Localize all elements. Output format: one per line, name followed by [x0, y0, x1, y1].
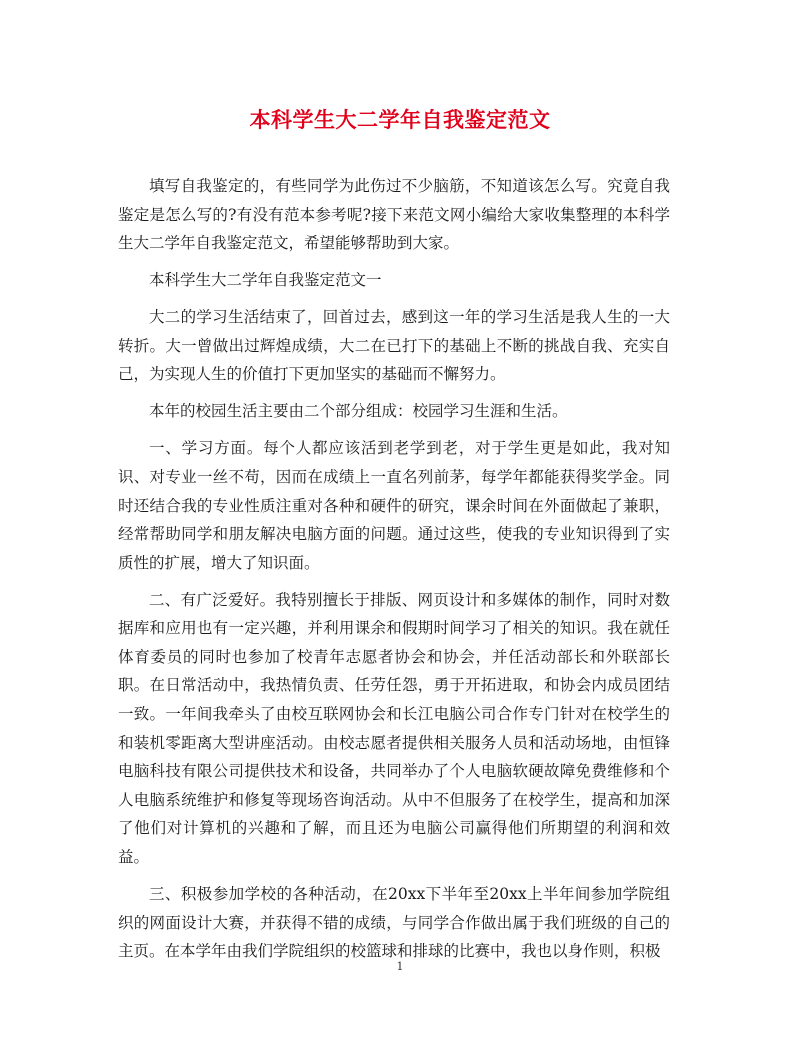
document-body: [118, 172, 670, 974]
page-number: 1: [396, 960, 404, 973]
paragraph-summary: 大二的学习生活结束了，回首过去，感到这一年的学习生活是我人生的一大转折。大一曾做出过辉煌成绩，大二在已打下的基础上不断的挑战自我、充实自己，为实现人生的价值打下更加坚实的基础而不懈努力。: [118, 308, 670, 384]
paragraph-subtitle: 本科学生大二学年自我鉴定范文一: [149, 271, 382, 290]
paragraph-activities: 三、积极参加学校的各种活动，在20xx下半年至20xx上半年间参加学院组织的网面设计大赛，并获得不错的成绩，与同学合作做出属于我们班级的自己的主页。在本学年由我们学院组织的校篮球和排球的比赛中，我也以身作则，积极: [118, 885, 670, 961]
paragraph-study: 一、学习方面。每个人都应该活到老学到老，对于学生更是如此，我对知识、对专业一丝不苟，因而在成绩上一直名列前茅，每学年都能获得奖学金。同时还结合我的专业性质注重对各种和硬件的研究，课余时间在外面做起了兼职，经常帮助同学和朋友解决电脑方面的问题。通过这些，使我的专业知识得到了实质性的扩展，增大了知识面。: [118, 439, 670, 572]
paragraph-hobbies: 二、有广泛爱好。我特别擅长于排版、网页设计和多媒体的制作，同时对数据库和应用也有一定兴趣，并利用课余和假期时间学习了相关的知识。我在就任体育委员的同时也参加了校青年志愿者协会和协会，并任活动部长和外联部长职。在日常活动中，我热情负责、任劳任怨，勇于开拓进取，和协会内成员团结一致。一年间我牵头了由校互联网协会和长江电脑公司合作专门针对在校学生的和装机零距离大型讲座活动。由校志愿者提供相关服务人员和活动场地，由恒锋电脑科技有限公司提供技术和设备，共同举办了个人电脑软硬故障免费维修和个人电脑系统维护和修复等现场咨询活动。从中不但服务了在校学生，提高和加深了他们对计算机的兴趣和了解，而且还为电脑公司赢得他们所期望的利润和效益。: [118, 590, 670, 867]
paragraph-overview: 本年的校园生活主要由二个部分组成：校园学习生涯和生活。: [149, 402, 568, 421]
document-title: 本科学生大二学年自我鉴定范文: [249, 107, 551, 132]
paragraph-intro: 填写自我鉴定的，有些同学为此伤过不少脑筋，不知道该怎么写。究竟自我鉴定是怎么写的?有没有范本参考呢?接下来范文网小编给大家收集整理的本科学生大二学年自我鉴定范文，希望能够帮助到大家。: [118, 177, 670, 253]
